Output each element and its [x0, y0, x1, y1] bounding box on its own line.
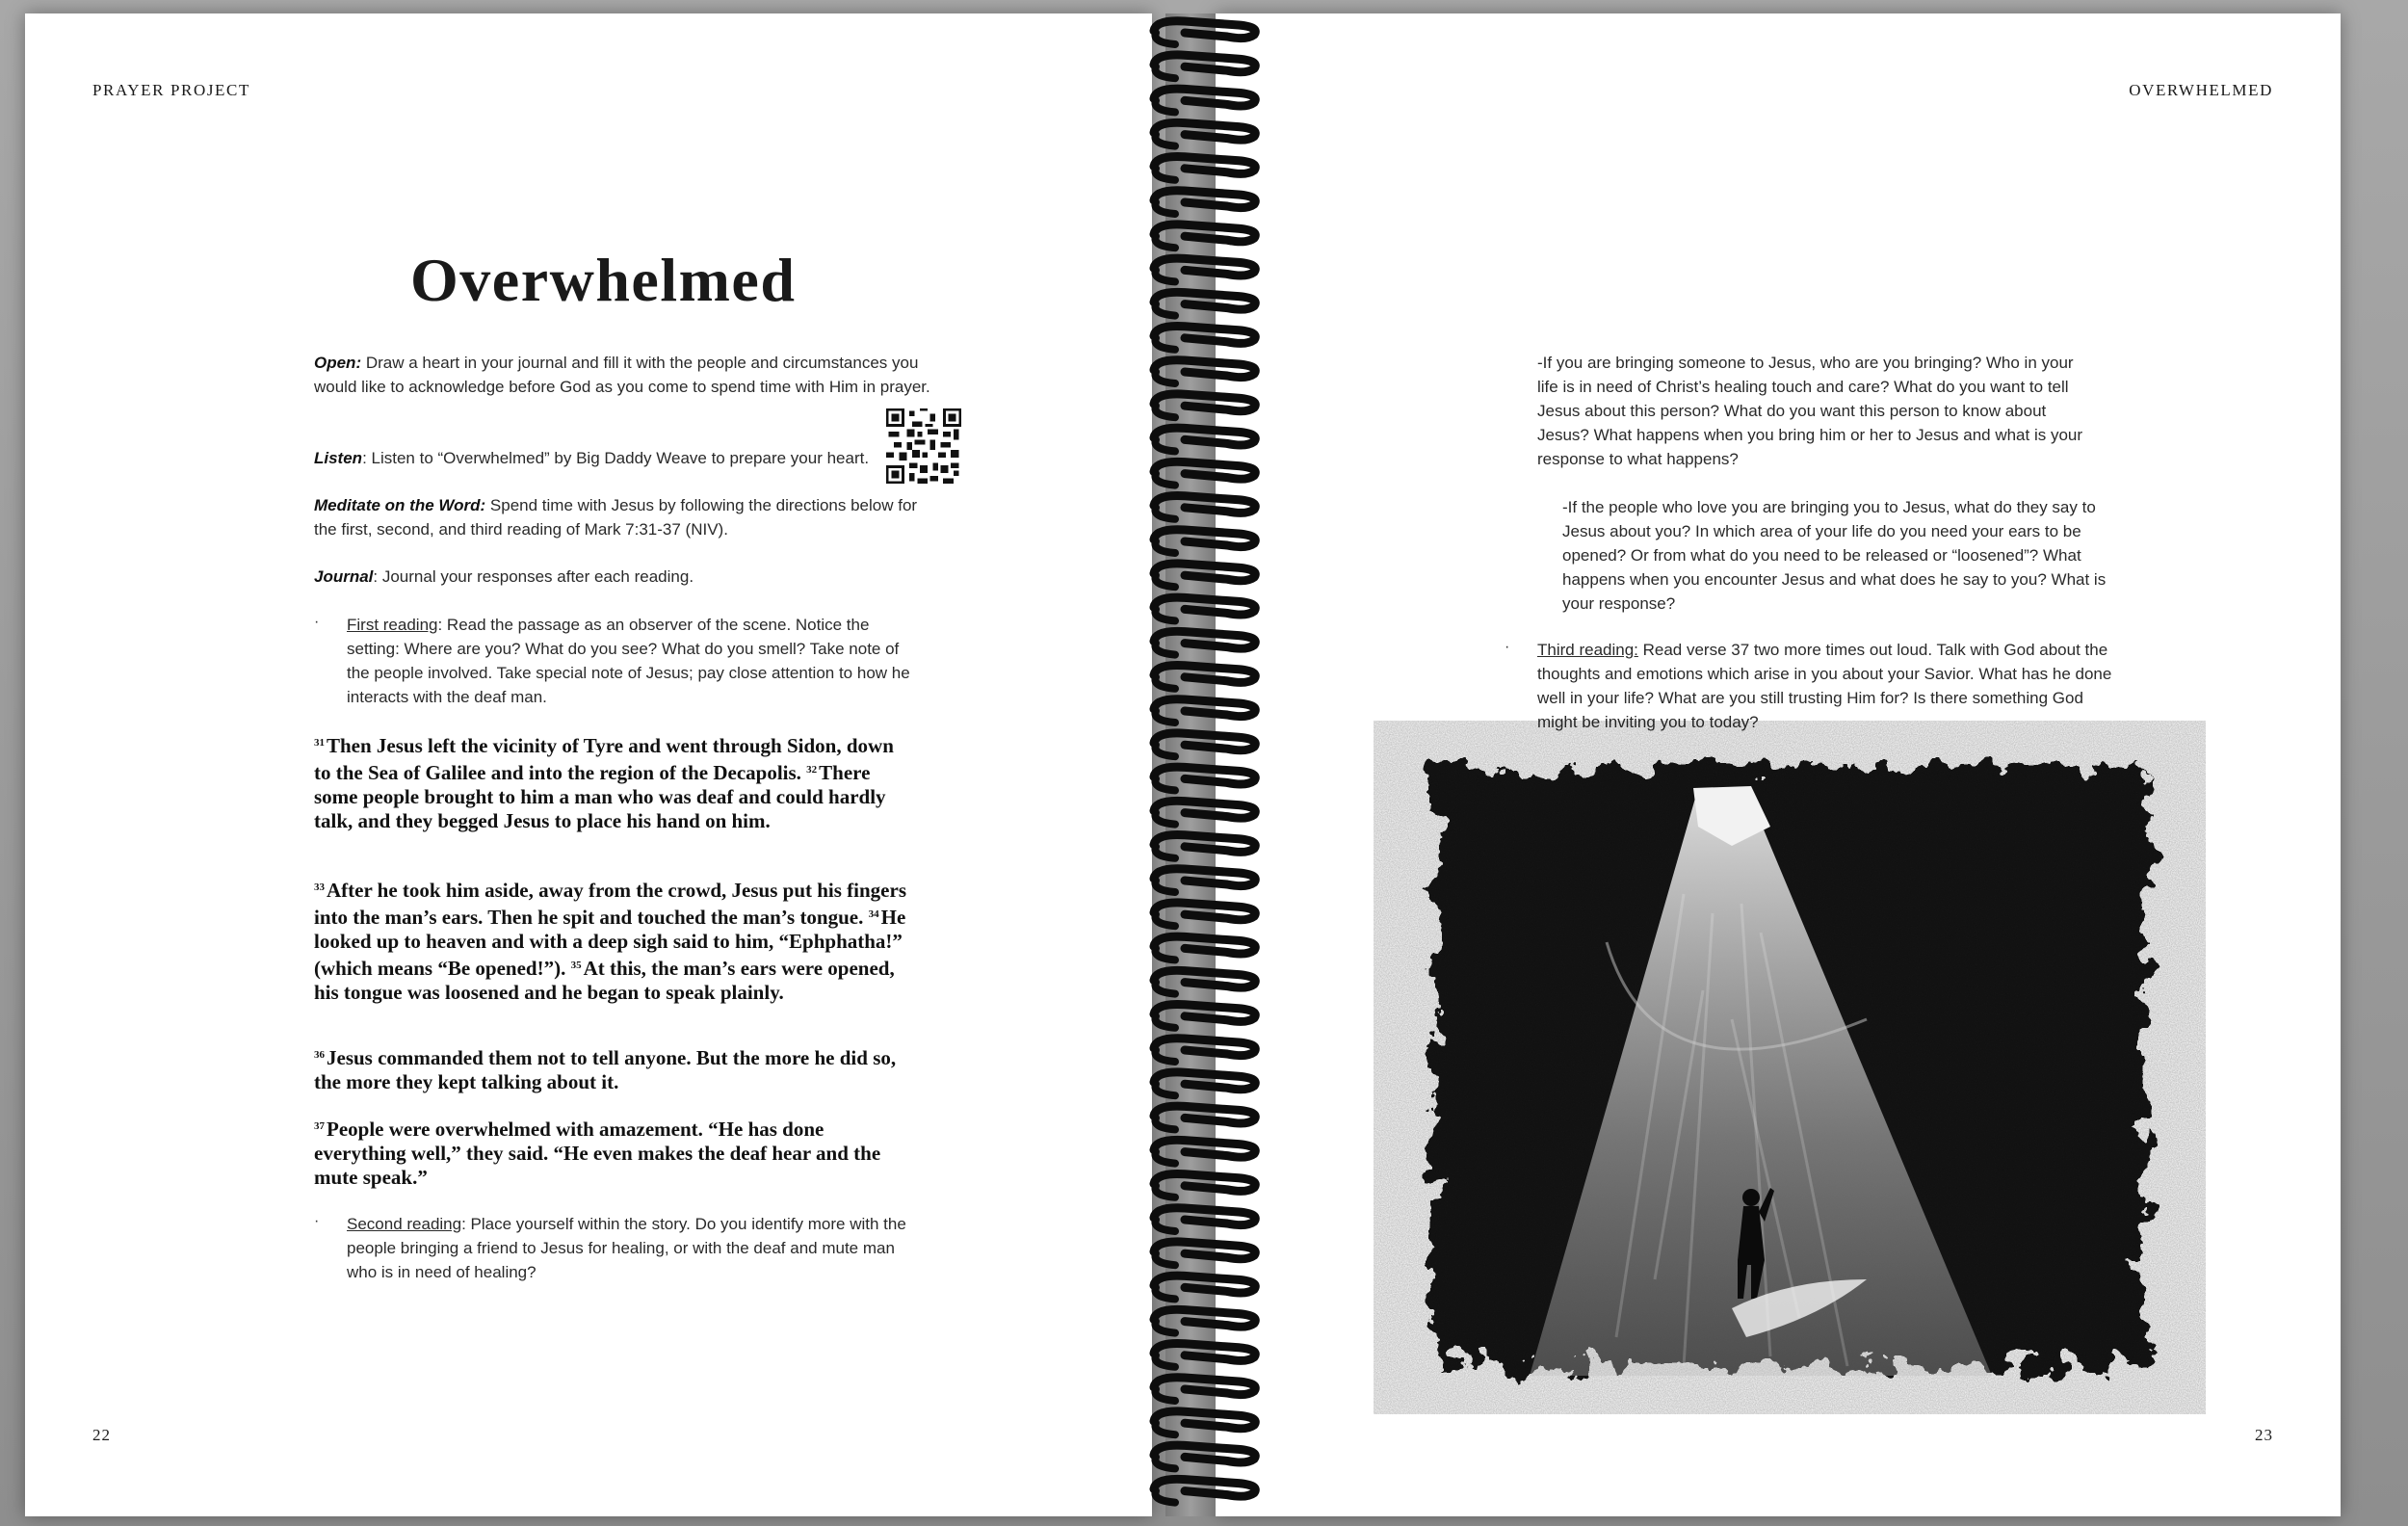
running-head-left: PRAYER PROJECT [92, 81, 250, 99]
scripture-paragraph-2 [314, 876, 911, 1005]
second-reading-paragraph [347, 1212, 925, 1284]
scripture-paragraph-3 [314, 1043, 911, 1094]
spiral-coil [1154, 1276, 1255, 1299]
bullet-first-reading: · [314, 614, 320, 630]
spiral-coil [1154, 21, 1255, 44]
spiral-coil [1154, 157, 1255, 180]
spiral-coil [1154, 496, 1255, 519]
spiral-coil [1154, 1005, 1255, 1028]
second-reading-label: Second reading [347, 1215, 462, 1233]
open-label: Open: [314, 354, 362, 372]
spiral-coil [1154, 360, 1255, 383]
spiral-coil [1154, 801, 1255, 824]
being-brought-paragraph: -If the people who love you are bringing you to Jesus, what do they say to Jesus about you? In which area of your life do you need your ears to be opened? Or from what do you need to be released or “loosened”? What happens when you encounter Jesus and what does he say to you? What is your response? [1562, 498, 2107, 613]
spiral-coil [1154, 530, 1255, 553]
verse-number: 34 [868, 908, 879, 920]
verse-number: 35 [570, 960, 582, 971]
running-head-right: OVERWHELMED [2129, 81, 2273, 99]
journal-label: Journal [314, 567, 374, 586]
first-reading-label: First reading [347, 616, 438, 634]
spiral-coil [1154, 292, 1255, 315]
meditate-text: Spend time with Jesus by following the directions below for the first, second, and third reading of Mark 7:31-37 (NIV). [314, 496, 918, 539]
verse-number: 33 [314, 881, 325, 893]
spiral-coil [1154, 869, 1255, 892]
journal-text: : Journal your responses after each reading. [373, 567, 694, 586]
spotlight-illustration [1366, 701, 2213, 1434]
scripture-paragraph-4 [314, 1115, 911, 1190]
verse-text: At this, the man’s ears were opened, his tongue was loosened and he began to speak plainly. [314, 957, 895, 1004]
spiral-coil [1154, 191, 1255, 214]
spiral-coil [1154, 1039, 1255, 1062]
spiral-coil [1154, 903, 1255, 926]
spiral-coil [1154, 122, 1255, 145]
spiral-coil [1154, 1479, 1255, 1502]
scripture-paragraph-1 [314, 731, 911, 833]
spiral-coil [1154, 1378, 1255, 1401]
third-reading-text: Read verse 37 two more times out loud. Talk with God about the thoughts and emotions which arise in you about your Savior. What has he done well in your life? What are you still trusting Him for? Is there something God might be inviting you to today? [1537, 641, 2112, 731]
page-number-right: 23 [2255, 1426, 2273, 1444]
spiral-coil [1154, 835, 1255, 858]
listen-paragraph [314, 446, 892, 470]
spiral-coil [1154, 1309, 1255, 1332]
meditate-label: Meditate on the Word: [314, 496, 486, 514]
first-reading-text: : Read the passage as an observer of the scene. Notice the setting: Where are you? What do you see? What do you smell? Take note of the people involved. Take special note of Jesus; pay close attention to how he interacts with the deaf man. [347, 616, 910, 706]
spiral-coil [1154, 224, 1255, 248]
spiral-coil [1154, 258, 1255, 281]
spiral-coil [1154, 699, 1255, 723]
spiral-coil [1154, 1072, 1255, 1095]
verse-text: There some people brought to him a man who was deaf and could hardly talk, and they begged Jesus to place his hand on him. [314, 761, 886, 832]
spiral-binding [1146, 0, 1262, 1526]
verse-text: Jesus commanded them not to tell anyone. But the more he did so, the more they kept talking about it. [314, 1046, 897, 1093]
spiral-coil [1154, 89, 1255, 112]
verse-number: 32 [806, 764, 818, 776]
third-reading-label: Third reading: [1537, 641, 1638, 659]
spiral-coil [1154, 428, 1255, 451]
verse-number: 37 [314, 1120, 325, 1132]
qr-code-icon[interactable] [886, 408, 961, 484]
spiral-coil [1154, 767, 1255, 790]
spiral-coil [1154, 666, 1255, 689]
verse-text: Then Jesus left the vicinity of Tyre and went through Sidon, down to the Sea of Galilee and into the region of the Decapolis. [314, 734, 894, 784]
spiral-coil [1154, 970, 1255, 993]
listen-text: : Listen to “Overwhelmed” by Big Daddy Weave to prepare your heart. [362, 449, 870, 467]
spiral-coil [1154, 1174, 1255, 1197]
page-number-left: 22 [92, 1426, 111, 1444]
spiral-coil [1154, 1445, 1255, 1468]
second-reading-text: : Place yourself within the story. Do you identify more with the people bringing a friend to Jesus for healing, or with the deaf and mute man who is in need of healing? [347, 1215, 906, 1281]
spiral-coil [1154, 55, 1255, 78]
first-reading-paragraph [347, 613, 925, 709]
verse-text: After he took him aside, away from the crowd, Jesus put his fingers into the man’s ears. Then he spit and touched the man’s tongue. [314, 879, 906, 929]
verse-number: 36 [314, 1049, 325, 1061]
left-page [25, 13, 1152, 1516]
meditate-paragraph [314, 493, 930, 541]
verse-text: He looked up to heaven and with a deep sigh said to him, “Ephphatha!” (which means “Be opened!”). [314, 906, 906, 980]
verse-text: People were overwhelmed with amazement. “He has done everything well,” they said. “He even makes the deaf hear and the mute speak.” [314, 1118, 881, 1189]
spiral-coil [1154, 1242, 1255, 1265]
spiral-coil [1154, 1106, 1255, 1129]
spiral-coil [1154, 1344, 1255, 1367]
open-paragraph [314, 351, 930, 399]
spiral-coil [1154, 733, 1255, 756]
listen-label: Listen [314, 449, 363, 467]
spiral-coil [1154, 564, 1255, 587]
journal-paragraph [314, 565, 930, 589]
spiral-coil [1154, 631, 1255, 654]
bullet-second-reading: · [314, 1213, 320, 1229]
verse-number: 31 [314, 737, 325, 749]
spiral-coil [1154, 597, 1255, 620]
spiral-coil [1154, 936, 1255, 960]
spiral-coil [1154, 394, 1255, 417]
spiral-coil [1154, 1208, 1255, 1231]
bringing-someone-paragraph: -If you are bringing someone to Jesus, who are you bringing? Who in your life is in need of Christ’s healing touch and care? What do you want to tell Jesus about this person? What do you want this person to know about Jesus? What happens when you bring him or her to Jesus and what is your response to what happens? [1537, 354, 2083, 468]
open-text: Draw a heart in your journal and fill it with the people and circumstances you would like to acknowledge before God as you come to spend time with Him in prayer. [314, 354, 930, 396]
page-title: Overwhelmed [410, 246, 797, 314]
bullet-third-reading: · [1505, 639, 1510, 655]
spiral-coil [1154, 327, 1255, 350]
spiral-coil [1154, 461, 1255, 485]
spiral-coil [1154, 1140, 1255, 1163]
spiral-coil [1154, 1411, 1255, 1434]
